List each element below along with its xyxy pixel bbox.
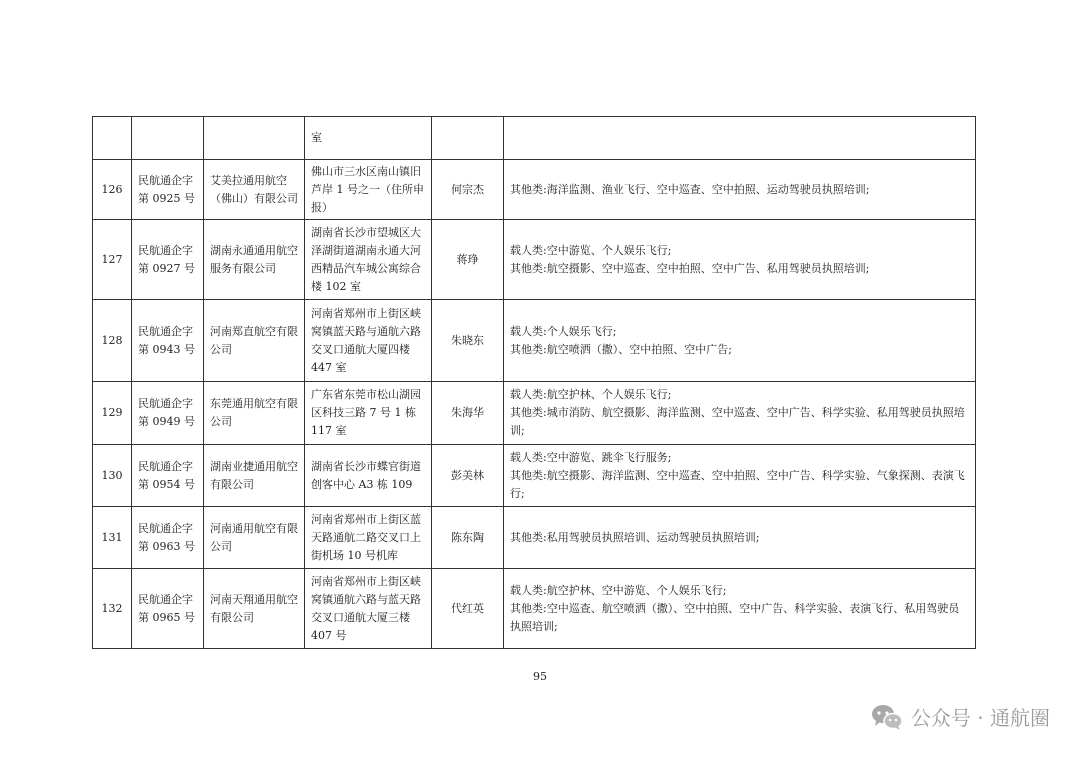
permit-number: 民航通企字第 0927 号 — [132, 220, 204, 300]
company-address: 河南省郑州市上街区峡窝镇蓝天路与通航六路交叉口通航大厦四楼 447 室 — [305, 300, 432, 382]
scope-line: 其他类:私用驾驶员执照培训、运动驾驶员执照培训; — [510, 530, 760, 544]
permit-number: 民航通企字第 0949 号 — [132, 382, 204, 445]
permit-number: 民航通企字第 0965 号 — [132, 569, 204, 649]
business-scope — [504, 507, 976, 569]
scope-line: 载人类:航空护林、空中游览、个人娱乐飞行; — [510, 583, 727, 597]
legal-representative: 陈东陶 — [432, 507, 504, 569]
table-row — [93, 382, 976, 445]
company-address: 室 — [305, 117, 432, 160]
company-name: 河南天翔通用航空有限公司 — [204, 569, 305, 649]
business-scope — [504, 382, 976, 445]
legal-representative — [432, 117, 504, 160]
permit-number: 民航通企字第 0943 号 — [132, 300, 204, 382]
legal-representative: 朱海华 — [432, 382, 504, 445]
legal-representative: 朱晓东 — [432, 300, 504, 382]
row-number — [93, 117, 132, 160]
row-number: 126 — [93, 160, 132, 220]
company-name: 艾美拉通用航空（佛山）有限公司 — [204, 160, 305, 220]
scope-line: 载人类:航空护林、个人娱乐飞行; — [510, 388, 672, 401]
company-address: 佛山市三水区南山镇旧芦岸 1 号之一（住所申报） — [305, 160, 432, 220]
table-row — [93, 569, 976, 649]
scope-line: 其他类:航空摄影、海洋监测、空中巡查、空中拍照、空中广告、科学实验、气象探测、表演飞行; — [510, 468, 965, 500]
business-scope — [504, 445, 976, 507]
company-address: 河南省郑州市上街区峡窝镇通航六路与蓝天路交叉口通航大厦三楼 407 号 — [305, 569, 432, 649]
company-address: 广东省东莞市松山湖园区科技三路 7 号 1 栋 117 室 — [305, 382, 432, 445]
row-number: 128 — [93, 300, 132, 382]
table-row — [93, 220, 976, 300]
row-number: 132 — [93, 569, 132, 649]
table-row — [93, 160, 976, 220]
company-name: 河南郑直航空有限公司 — [204, 300, 305, 382]
row-number: 131 — [93, 507, 132, 569]
company-address: 河南省郑州市上街区蓝天路通航二路交叉口上街机场 10 号机库 — [305, 507, 432, 569]
company-name: 东莞通用航空有限公司 — [204, 382, 305, 445]
permit-number: 民航通企字第 0963 号 — [132, 507, 204, 569]
permit-number — [132, 117, 204, 160]
legal-representative: 蒋琤 — [432, 220, 504, 300]
table-row — [93, 117, 976, 160]
watermark-text: 公众号 · 通航圈 — [910, 706, 1050, 730]
company-name — [204, 117, 305, 160]
scope-line: 其他类:空中巡查、航空喷洒（撒）、空中拍照、空中广告、科学实验、表演飞行、私用驾驶员执照培训; — [510, 601, 960, 633]
permit-number: 民航通企字第 0925 号 — [132, 160, 204, 220]
company-address: 湖南省长沙市望城区大泽湖街道湖南永通大河西精品汽车城公寓综合楼 102 室 — [305, 220, 432, 300]
wechat-icon — [871, 703, 903, 731]
permit-table — [92, 116, 976, 649]
row-number: 130 — [93, 445, 132, 507]
table-row — [93, 507, 976, 569]
company-name: 湖南永通通用航空服务有限公司 — [204, 220, 305, 300]
business-scope — [504, 569, 976, 649]
company-address: 湖南省长沙市蝶官街道创客中心 A3 栋 109 — [305, 445, 432, 507]
page-number: 95 — [533, 670, 547, 683]
business-scope — [504, 300, 976, 382]
legal-representative: 彭美林 — [432, 445, 504, 507]
scope-line: 载人类:空中游览、跳伞飞行服务; — [510, 450, 672, 464]
business-scope — [504, 220, 976, 300]
table-row — [93, 445, 976, 507]
table-row — [93, 300, 976, 382]
scope-line: 载人类:空中游览、个人娱乐飞行; — [510, 243, 672, 257]
permit-number: 民航通企字第 0954 号 — [132, 445, 204, 507]
business-scope — [504, 160, 976, 220]
scope-line: 其他类:航空喷洒（撒）、空中拍照、空中广告; — [510, 342, 732, 356]
company-name: 河南通用航空有限公司 — [204, 507, 305, 569]
scope-line: 其他类:海洋监测、渔业飞行、空中巡查、空中拍照、运动驾驶员执照培训; — [510, 182, 870, 196]
scope-line: 载人类:个人娱乐飞行; — [510, 324, 617, 338]
row-number: 127 — [93, 220, 132, 300]
legal-representative: 何宗杰 — [432, 160, 504, 220]
business-scope — [504, 117, 976, 160]
company-name: 湖南业捷通用航空有限公司 — [204, 445, 305, 507]
scope-line: 其他类:航空摄影、空中巡查、空中拍照、空中广告、私用驾驶员执照培训; — [510, 261, 870, 275]
legal-representative: 代红英 — [432, 569, 504, 649]
scope-line: 其他类:城市消防、航空摄影、海洋监测、空中巡查、空中广告、科学实验、私用驾驶员执照培训; — [510, 406, 965, 437]
watermark — [871, 702, 1050, 731]
row-number: 129 — [93, 382, 132, 445]
